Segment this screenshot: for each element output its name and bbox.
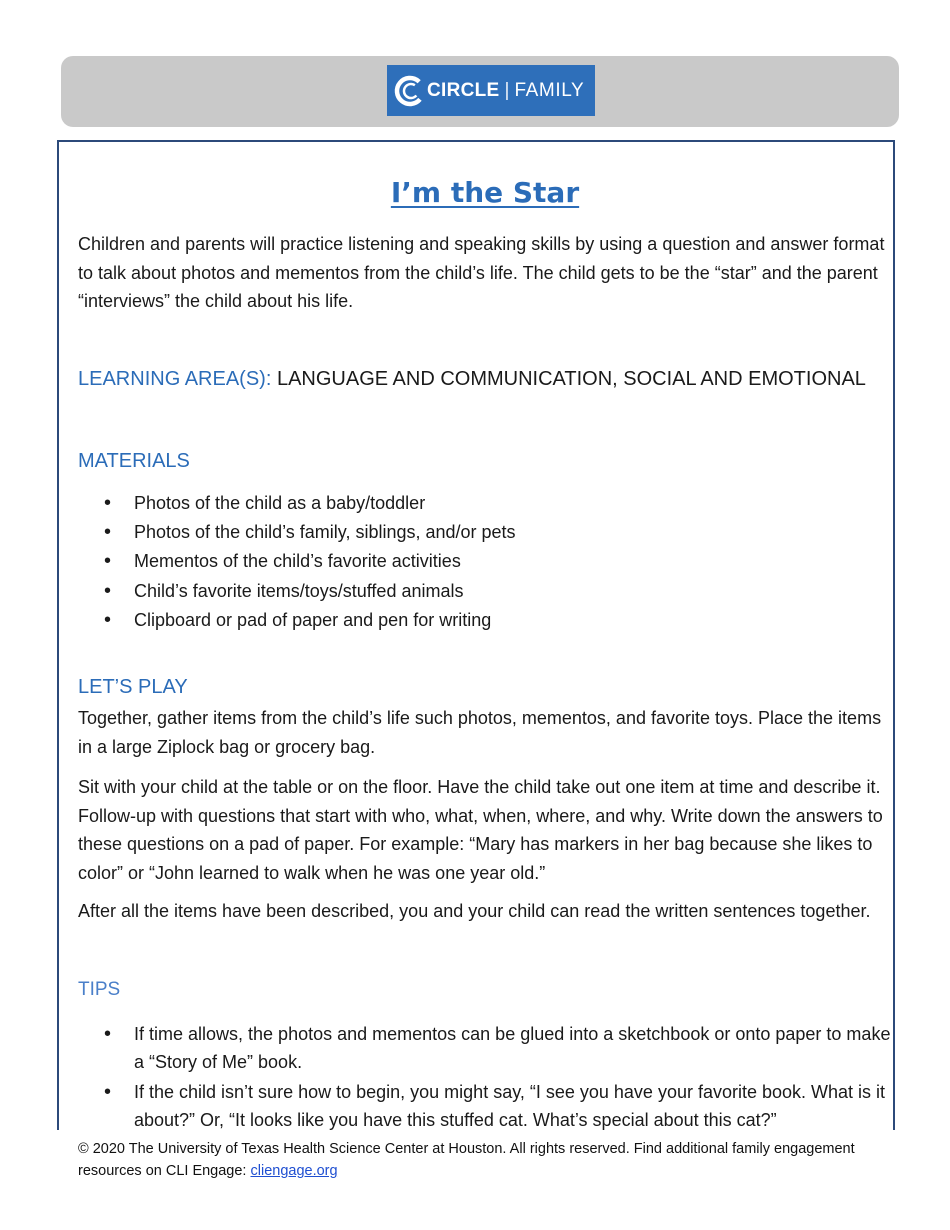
lets-play-paragraph-2: Sit with your child at the table or on the floor. Have the child take out one item at time and describe it. Follow-up with questions that start with who, what, when, where, and why. Write down the answers to these questions on a pad of paper. For example: “Mary has markers in her bag because she likes to color” or “John learned to walk when he was one year old.” xyxy=(78,777,883,883)
intro-paragraph: Children and parents will practice listening and speaking skills by using a question and answer format to talk about photos and mementos from the child’s life. The child gets to be the “star” and the parent “interviews” the child about his life. xyxy=(78,234,885,311)
logo-brand: CIRCLE xyxy=(427,79,500,101)
list-item: • Clipboard or pad of paper and pen for writing xyxy=(104,606,894,635)
list-item: • Photos of the child’s family, siblings, and/or pets xyxy=(104,518,894,547)
list-item: • Photos of the child as a baby/toddler xyxy=(104,489,894,518)
list-item: • Mementos of the child’s favorite activities xyxy=(104,547,894,576)
page-title: I’m the Star xyxy=(390,176,580,209)
learning-area-value: LANGUAGE AND COMMUNICATION, SOCIAL AND EMOTIONAL xyxy=(271,368,866,390)
materials-heading: MATERIALS xyxy=(78,450,190,472)
learning-area-label: LEARNING AREA(S): xyxy=(78,368,272,390)
lets-play-paragraph-3: After all the items have been described, you and your child can read the written sentences together. xyxy=(78,901,871,921)
lets-play-heading: LET’S PLAY xyxy=(78,676,188,698)
logo-product: FAMILY xyxy=(514,79,585,101)
circle-c-icon xyxy=(393,74,427,108)
list-item: • If time allows, the photos and mementos can be glued into a sketchbook or onto paper to make a “Story of Me” book. xyxy=(104,1020,894,1076)
cliengage-link[interactable]: cliengage.org xyxy=(250,1163,338,1179)
list-item: • If the child isn’t sure how to begin, you might say, “I see you have your favorite book. What is it about?” Or, “It looks like you have this stuffed cat. What’s special about this cat?” xyxy=(104,1078,894,1134)
logo-separator: | xyxy=(504,79,510,101)
materials-list xyxy=(104,489,894,635)
footer-text: © 2020 The University of Texas Health Science Center at Houston. All rights reserved. Find additional family engagement resources on CLI Engage: xyxy=(78,1141,855,1179)
tips-list xyxy=(104,1020,894,1136)
lets-play-paragraph-1: Together, gather items from the child’s life such photos, mementos, and favorite toys. Place the items in a large Ziplock bag or grocery bag. xyxy=(78,708,882,757)
learning-area-heading xyxy=(78,368,866,391)
circle-family-logo xyxy=(387,65,595,116)
list-item: • Child’s favorite items/toys/stuffed animals xyxy=(104,577,894,606)
footer xyxy=(78,1138,898,1182)
tips-heading: TIPS xyxy=(78,979,121,1000)
